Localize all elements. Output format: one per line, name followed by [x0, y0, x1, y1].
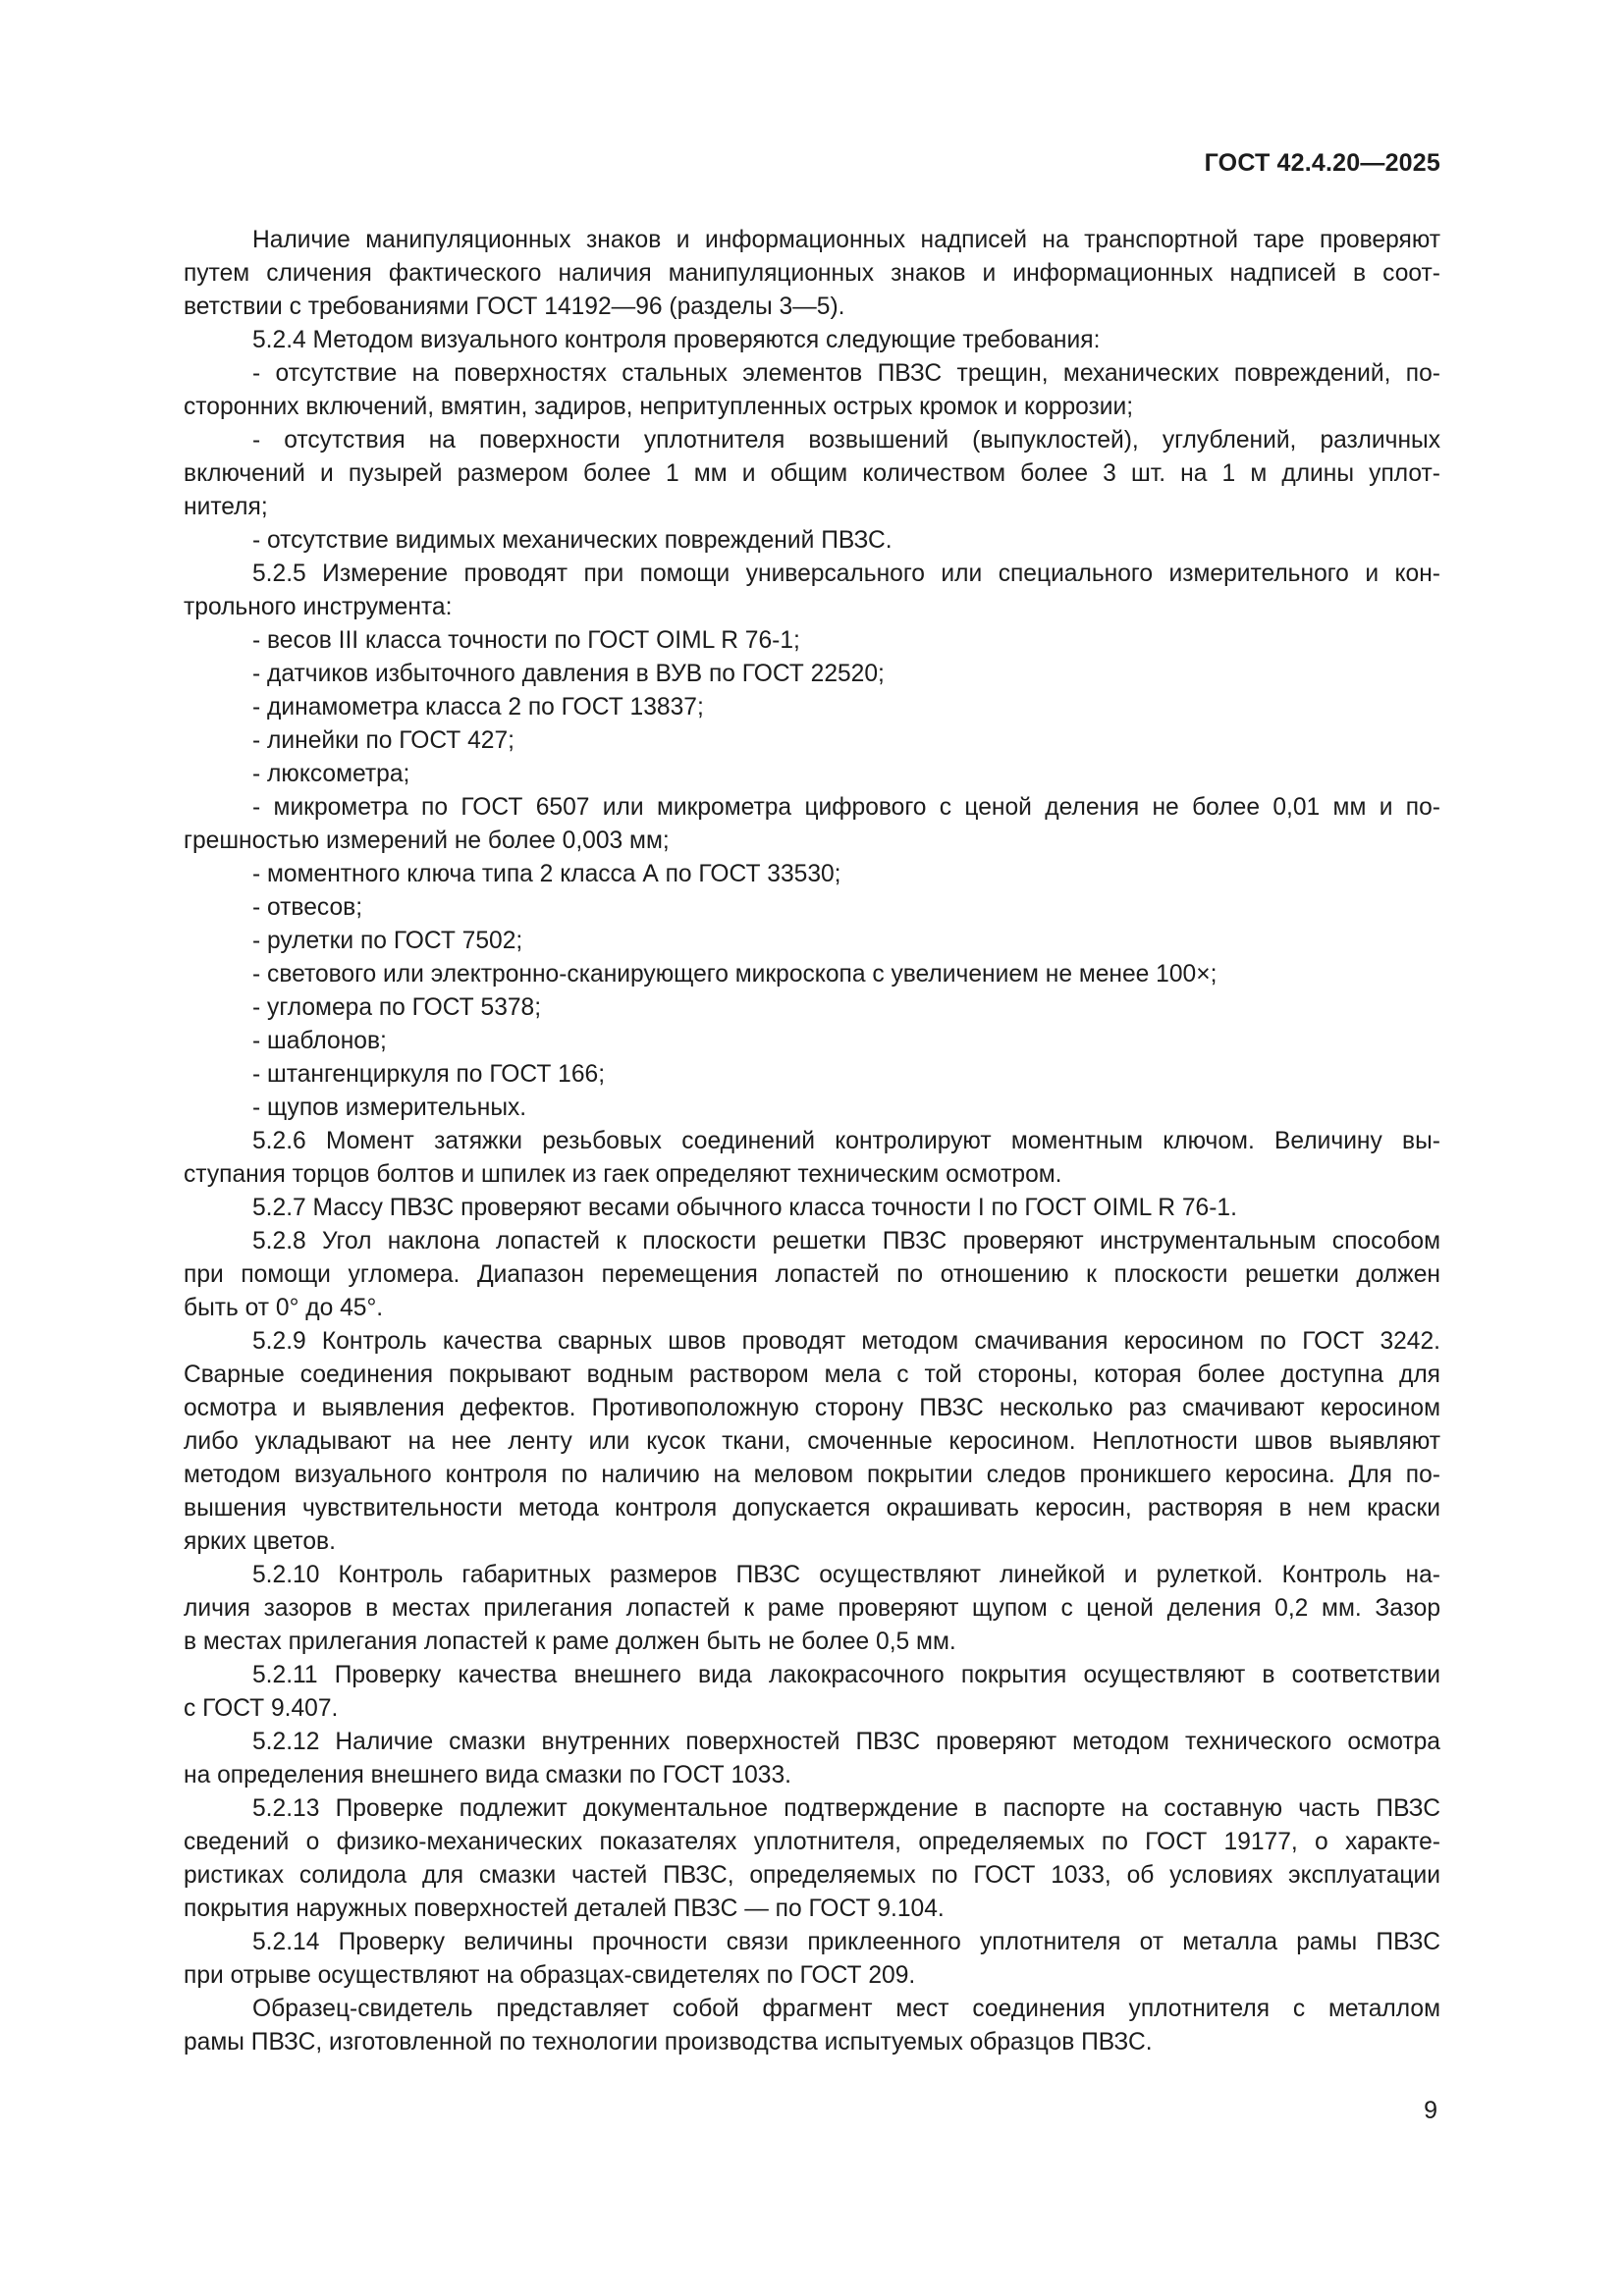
text-line: 5.2.7 Массу ПВЗС проверяют весами обычного класса точности I по ГОСТ OIML R 76-1.	[252, 1195, 1237, 1221]
text-line: ветствии с требованиями ГОСТ 14192—96 (разделы 3—5).	[184, 294, 845, 320]
text-line: - отсутствия на поверхности уплотнителя возвышений (выпуклостей), углублений, различных	[252, 427, 1440, 454]
text-line: - датчиков избыточного давления в ВУВ по ГОСТ 22520;	[252, 661, 885, 687]
text-line: 5.2.12 Наличие смазки внутренних поверхностей ПВЗС проверяют методом технического осмотра	[252, 1729, 1440, 1755]
text-line: рамы ПВЗС, изготовленной по технологии производства испытуемых образцов ПВЗС.	[184, 2029, 1153, 2056]
text-line: 5.2.13 Проверке подлежит документальное подтверждение в паспорте на составную часть ПВЗС	[252, 1795, 1440, 1822]
text-line: осмотра и выявления дефектов. Противоположную сторону ПВЗС несколько раз смачивают керосином	[184, 1395, 1440, 1421]
text-line: на определения внешнего вида смазки по ГОСТ 1033.	[184, 1762, 791, 1789]
text-line: - люксометра;	[252, 761, 410, 787]
text-line: - отсутствие видимых механических повреждений ПВЗС.	[252, 527, 893, 554]
text-line: Сварные соединения покрывают водным раствором мела с той стороны, которая более доступна для	[184, 1362, 1440, 1388]
text-line: - отвесов;	[252, 894, 363, 921]
text-line: 5.2.11 Проверку качества внешнего вида лакокрасочного покрытия осуществляют в соответствии	[252, 1662, 1440, 1688]
document-code-header: ГОСТ 42.4.20—2025	[1204, 149, 1440, 177]
text-line: трольного инструмента:	[184, 594, 453, 620]
text-line: методом визуального контроля по наличию на меловом покрытии следов проникшего керосина. Для по-	[184, 1462, 1440, 1488]
text-line: в местах прилегания лопастей к раме должен быть не более 0,5 мм.	[184, 1629, 956, 1655]
text-line: с ГОСТ 9.407.	[184, 1695, 339, 1722]
text-line: личия зазоров в местах прилегания лопастей к раме проверяют щупом с ценой деления 0,2 мм. Зазор	[184, 1595, 1440, 1622]
text-line: при помощи угломера. Диапазон перемещения лопастей по отношению к плоскости решетки должен	[184, 1261, 1440, 1288]
text-line: - угломера по ГОСТ 5378;	[252, 994, 542, 1021]
text-line: вышения чувствительности метода контроля допускается окрашивать керосин, растворяя в нем краски	[184, 1495, 1440, 1522]
text-line: быть от 0° до 45°.	[184, 1295, 384, 1321]
text-line: - линейки по ГОСТ 427;	[252, 727, 515, 754]
text-line: 5.2.10 Контроль габаритных размеров ПВЗС осуществляют линейкой и рулеткой. Контроль на-	[252, 1562, 1440, 1588]
text-line: 5.2.6 Момент затяжки резьбовых соединений контролируют моментным ключом. Величину вы-	[252, 1128, 1440, 1154]
text-line: Образец-свидетель представляет собой фрагмент мест соединения уплотнителя с металлом	[252, 1996, 1440, 2022]
text-line: - моментного ключа типа 2 класса А по ГОСТ 33530;	[252, 861, 841, 887]
text-line: - светового или электронно-сканирующего микроскопа с увеличением не менее 100×;	[252, 961, 1218, 988]
page-number: 9	[1424, 2097, 1437, 2124]
text-line: 5.2.9 Контроль качества сварных швов проводят методом смачивания керосином по ГОСТ 3242.	[252, 1328, 1440, 1355]
text-line: включений и пузырей размером более 1 мм и общим количеством более 3 шт. на 1 м длины уплот-	[184, 460, 1440, 487]
text-line: - щупов измерительных.	[252, 1095, 527, 1121]
text-line: нителя;	[184, 494, 268, 520]
text-line: Наличие манипуляционных знаков и информационных надписей на транспортной таре проверяют	[252, 227, 1440, 253]
text-line: ристиках солидола для смазки частей ПВЗС, определяемых по ГОСТ 1033, об условиях эксплуатации	[184, 1862, 1440, 1889]
text-line: 5.2.8 Угол наклона лопастей к плоскости решетки ПВЗС проверяют инструментальным способом	[252, 1228, 1440, 1255]
text-line: при отрыве осуществляют на образцах-свидетелях по ГОСТ 209.	[184, 1962, 916, 1989]
text-line: - шаблонов;	[252, 1028, 387, 1054]
text-line: либо укладывают на нее ленту или кусок ткани, смоченные керосином. Неплотности швов выявляют	[184, 1428, 1440, 1455]
text-line: - отсутствие на поверхностях стальных элементов ПВЗС трещин, механических повреждений, по-	[252, 360, 1440, 387]
text-line: 5.2.5 Измерение проводят при помощи универсального или специального измерительного и кон-	[252, 561, 1440, 587]
text-line: грешностью измерений не более 0,003 мм;	[184, 828, 670, 854]
text-line: сторонних включений, вмятин, задиров, непритупленных острых кромок и коррозии;	[184, 394, 1134, 420]
text-line: - динамометра класса 2 по ГОСТ 13837;	[252, 694, 704, 721]
text-line: - микрометра по ГОСТ 6507 или микрометра цифрового с ценой деления не более 0,01 мм и по-	[252, 794, 1440, 821]
text-line: - рулетки по ГОСТ 7502;	[252, 928, 523, 954]
text-line: - весов III класса точности по ГОСТ OIML R 76-1;	[252, 627, 800, 654]
text-line: ступания торцов болтов и шпилек из гаек определяют техническим осмотром.	[184, 1161, 1062, 1188]
text-line: сведений о физико-механических показателях уплотнителя, определяемых по ГОСТ 19177, о характе-	[184, 1829, 1440, 1855]
text-line: путем сличения фактического наличия манипуляционных знаков и информационных надписей в соот-	[184, 260, 1440, 287]
text-line: 5.2.14 Проверку величины прочности связи приклеенного уплотнителя от металла рамы ПВЗС	[252, 1929, 1440, 1955]
text-line: - штангенциркуля по ГОСТ 166;	[252, 1061, 606, 1088]
document-body	[184, 224, 1440, 2059]
text-line: покрытия наружных поверхностей деталей ПВЗС — по ГОСТ 9.104.	[184, 1896, 945, 1922]
text-line: 5.2.4 Методом визуального контроля проверяются следующие требования:	[252, 327, 1101, 353]
text-line: ярких цветов.	[184, 1528, 336, 1555]
